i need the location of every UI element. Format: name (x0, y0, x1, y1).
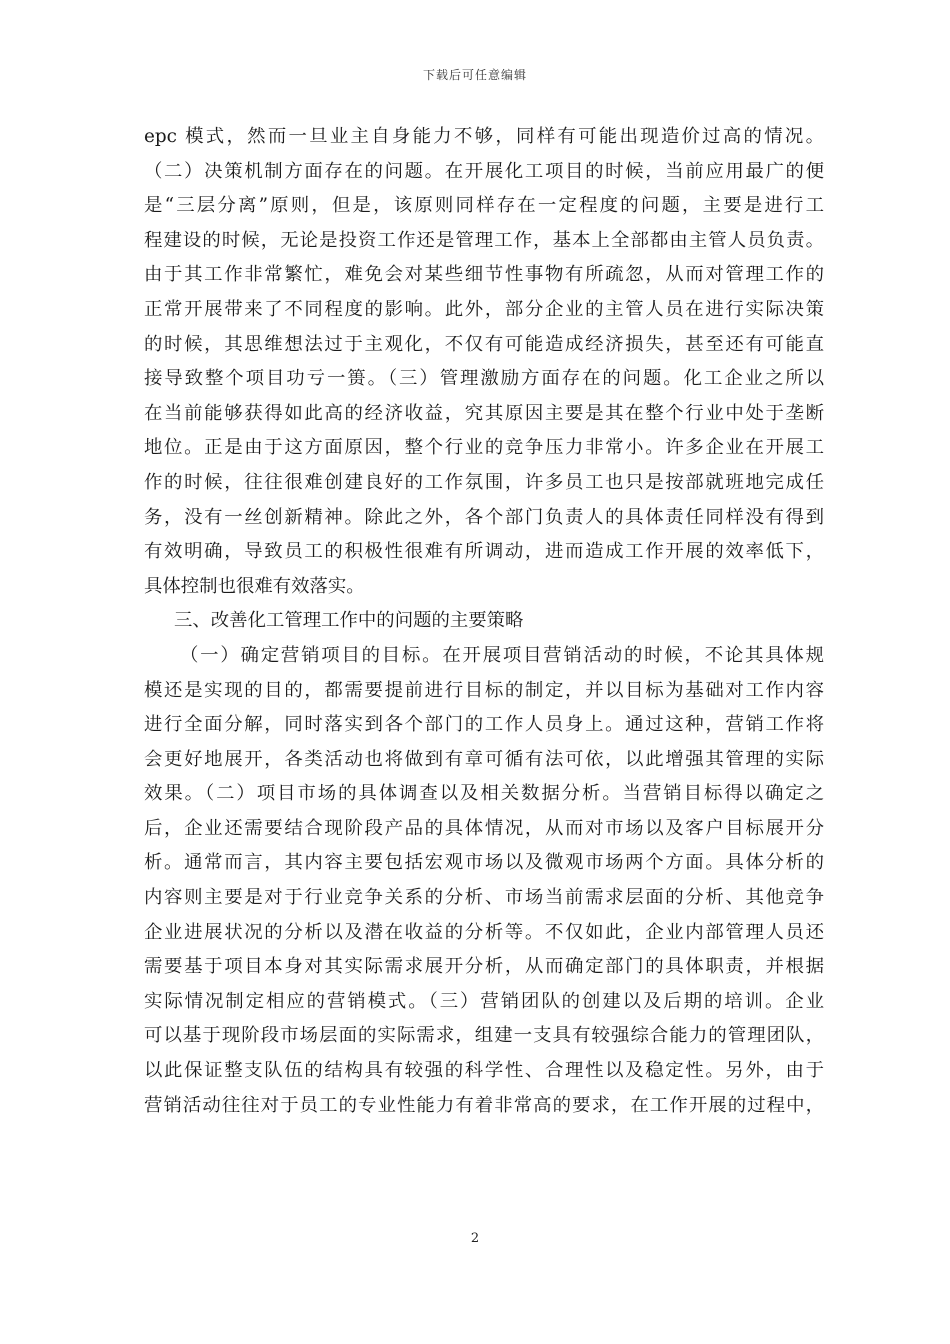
text-line: 具体控制也很难有效落实。 (144, 575, 365, 597)
section-heading: 三、改善化工管理工作中的问题的主要策略 (174, 610, 524, 632)
text-line: 营销活动往往对于员工的专业性能力有着非常高的要求，在工作开展的过程中， (144, 1094, 824, 1116)
text-line: 务，没有一丝创新精神。除此之外，各个部门负责人的具体责任同样没有得到 (144, 506, 824, 528)
text-line: epc 模式，然而一旦业主自身能力不够，同样有可能出现造价过高的情况。 (144, 126, 824, 147)
text-line: 效果。（二）项目市场的具体调查以及相关数据分析。当营销目标得以确定之 (144, 783, 824, 805)
text-line: 是“三层分离”原则，但是，该原则同样存在一定程度的问题，主要是进行工 (144, 195, 824, 217)
page-header: 下载后可任意编辑 (422, 68, 527, 82)
text-line: 在当前能够获得如此高的经济收益，究其原因主要是其在整个行业中处于垄断 (144, 402, 824, 424)
text-line: 会更好地展开，各类活动也将做到有章可循有法可依，以此增强其管理的实际 (144, 748, 824, 770)
text-line: 以此保证整支队伍的结构具有较强的科学性、合理性以及稳定性。另外，由于 (144, 1060, 824, 1082)
text-line: （二）决策机制方面存在的问题。在开展化工项目的时候，当前应用最广的便 (144, 160, 824, 182)
text-line: 模还是实现的目的，都需要提前进行目标的制定，并以目标为基础对工作内容 (144, 679, 824, 701)
text-line: 内容则主要是对于行业竞争关系的分析、市场当前需求层面的分析、其他竞争 (144, 887, 824, 909)
text-line: 正常开展带来了不同程度的影响。此外，部分企业的主管人员在进行实际决策 (144, 298, 824, 320)
text-line: （一）确定营销项目的目标。在开展项目营销活动的时候，不论其具体规 (180, 644, 824, 666)
text-line: 作的时候，往往很难创建良好的工作氛围，许多员工也只是按部就班地完成任 (144, 471, 824, 493)
text-line: 接导致整个项目功亏一篑。（三）管理激励方面存在的问题。化工企业之所以 (144, 368, 824, 390)
text-line: 可以基于现阶段市场层面的实际需求，组建一支具有较强综合能力的管理团队， (144, 1025, 824, 1047)
text-line: 程建设的时候，无论是投资工作还是管理工作，基本上全部都由主管人员负责。 (144, 229, 824, 251)
text-line: 进行全面分解，同时落实到各个部门的工作人员身上。通过这种，营销工作将 (144, 714, 824, 736)
text-line: 后，企业还需要结合现阶段产品的具体情况，从而对市场以及客户目标展开分 (144, 817, 824, 839)
text-line: 地位。正是由于这方面原因，整个行业的竞争压力非常小。许多企业在开展工 (144, 437, 824, 459)
text-line: 析。通常而言，其内容主要包括宏观市场以及微观市场两个方面。具体分析的 (144, 852, 824, 874)
text-line: 需要基于项目本身对其实际需求展开分析，从而确定部门的具体职责，并根据 (144, 956, 824, 978)
text-line: 的时候，其思维想法过于主观化，不仅有可能造成经济损失，甚至还有可能直 (144, 333, 824, 355)
text-line: 实际情况制定相应的营销模式。（三）营销团队的创建以及后期的培训。企业 (144, 990, 824, 1012)
text-line: 企业进展状况的分析以及潜在收益的分析等。不仅如此，企业内部管理人员还 (144, 921, 824, 943)
text-line: 由于其工作非常繁忙，难免会对某些细节性事物有所疏忽，从而对管理工作的 (144, 264, 824, 286)
text-line: 有效明确，导致员工的积极性很难有所调动，进而造成工作开展的效率低下， (144, 541, 824, 563)
page-number: 2 (470, 1231, 480, 1246)
document-body (144, 120, 824, 1123)
